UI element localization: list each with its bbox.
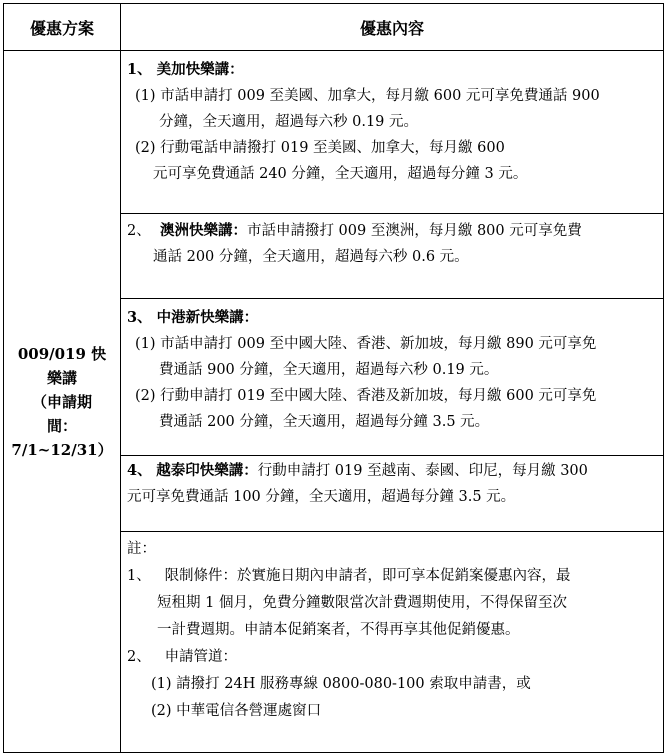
header-row bbox=[4, 4, 664, 51]
section-line: 分鐘，全天適用，超過每六秒 0.19 元。 bbox=[159, 114, 419, 130]
section-line: 元可享免費通話 100 分鐘，全天適用，超過每分鐘 3.5 元。 bbox=[127, 489, 516, 505]
section-line: (2) 行動電話申請撥打 019 至美國、加拿大，每月繳 600 bbox=[135, 140, 505, 156]
section-heading: 1、 美加快樂講： bbox=[127, 61, 244, 78]
plan-line: 009/019 快 bbox=[17, 344, 107, 363]
note-line: 1、 限制條件：於實施日期內申請者，即可享本促銷案優惠內容，最 bbox=[127, 568, 571, 584]
plan-line: （申請期 bbox=[31, 392, 92, 411]
note-line: 2、 申請管道： bbox=[127, 649, 238, 665]
section-line: 通話 200 分鐘，全天適用，超過每六秒 0.6 元。 bbox=[153, 249, 469, 265]
header-content: 優惠內容 bbox=[121, 4, 664, 51]
section-line: (2) 行動申請打 019 至中國大陸、香港及新加坡，每月繳 600 元可享免 bbox=[135, 388, 597, 404]
section-heading: 3、 中港新快樂講： bbox=[127, 309, 259, 326]
plan-cell bbox=[4, 51, 121, 753]
section-line: 費通話 200 分鐘，全天適用，超過每分鐘 3.5 元。 bbox=[159, 414, 490, 430]
note-line: 短租期 1 個月，免費分鐘數限當次計費週期使用，不得保留至次 bbox=[157, 595, 567, 611]
section-line: 2、 澳洲快樂講：市話申請撥打 009 至澳洲，每月繳 800 元可享免費 bbox=[127, 222, 582, 239]
section-australia bbox=[121, 214, 664, 299]
section-vn-th-id bbox=[121, 456, 664, 532]
plan-line: 間： bbox=[46, 416, 77, 435]
plan-line: 樂講 bbox=[46, 368, 77, 387]
section-line: 費通話 900 分鐘，全天適用，超過每六秒 0.19 元。 bbox=[159, 362, 499, 378]
section-line: (1) 市話申請打 009 至中國大陸、香港、新加坡，每月繳 890 元可享免 bbox=[135, 336, 597, 352]
notes-label: 註： bbox=[127, 541, 156, 557]
note-line: 一計費週期。申請本促銷案者，不得再享其他促銷優惠。 bbox=[157, 622, 520, 638]
notes-section bbox=[121, 532, 664, 753]
channel-line: (1) 請撥打 24H 服務專線 0800-080-100 索取申請書，或 bbox=[151, 676, 531, 692]
table-row bbox=[4, 51, 664, 214]
promotion-table bbox=[3, 3, 664, 753]
section-line: (1) 市話申請打 009 至美國、加拿大，每月繳 600 元可享免費通話 900 bbox=[135, 88, 600, 104]
section-line: 4、 越泰印快樂講：行動申請打 019 至越南、泰國、印尼，每月繳 300 bbox=[127, 462, 588, 479]
section-line: 元可享免費通話 240 分鐘，全天適用，超過每分鐘 3 元。 bbox=[153, 166, 528, 182]
plan-line: 7/1~12/31） bbox=[11, 440, 113, 459]
header-plan: 優惠方案 bbox=[4, 4, 121, 51]
section-us-canada bbox=[121, 51, 664, 214]
section-china-hk-sg bbox=[121, 299, 664, 456]
channel-line: (2) 中華電信各營運處窗口 bbox=[151, 703, 322, 719]
